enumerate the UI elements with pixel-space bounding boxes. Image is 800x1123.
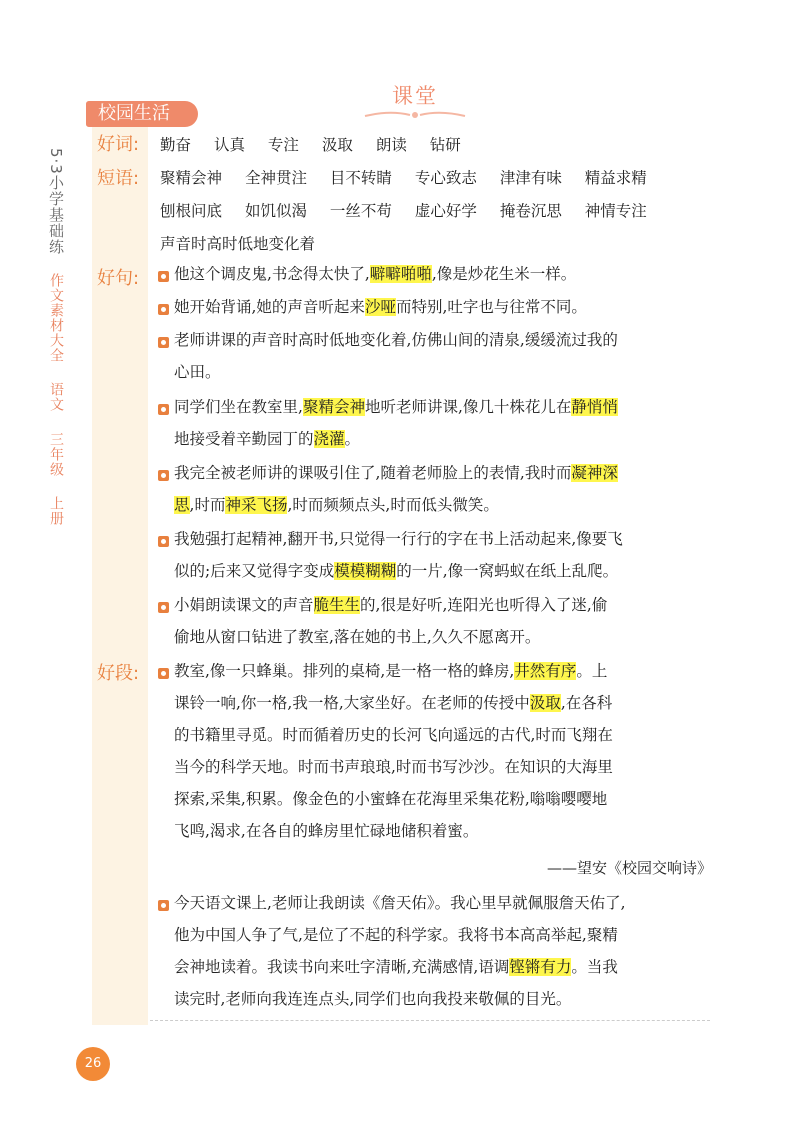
series-info bbox=[46, 273, 66, 526]
sidebar-background bbox=[92, 123, 148, 1025]
phrase: 一丝不苟 bbox=[329, 202, 392, 220]
sentence-line: 小娟朗读课文的声音脆生生的,很是好听,连阳光也听得入了迷,偷 bbox=[174, 596, 608, 614]
bullet-icon bbox=[158, 337, 169, 348]
paragraph-line: 今天语文课上,老师让我朗读《詹天佑》。我心里早就佩服詹天佑了, bbox=[174, 894, 626, 912]
highlight: 聚精会神 bbox=[302, 398, 365, 416]
quote-source: ——望安《校园交响诗》 bbox=[546, 859, 712, 877]
sentence-line: 老师讲课的声音时高时低地变化着,仿佛山间的清泉,缓缓流过我的 bbox=[174, 331, 618, 349]
highlight: 井然有序 bbox=[514, 662, 577, 680]
paragraph-line: 课铃一响,你一格,我一格,大家坐好。在老师的传授中汲取,在各科 bbox=[174, 694, 613, 712]
paragraph-line: 的书籍里寻觅。时而循着历史的长河飞向遥远的古代,时而飞翔在 bbox=[174, 726, 613, 744]
phrases-row bbox=[160, 166, 665, 188]
highlight: 铿锵有力 bbox=[509, 958, 572, 976]
word: 勤奋 bbox=[160, 136, 192, 154]
series-volume: 上册 bbox=[48, 496, 64, 527]
paragraph-line: 飞鸣,渴求,在各自的蜂房里忙碌地储积着蜜。 bbox=[174, 822, 479, 840]
word: 专注 bbox=[267, 136, 299, 154]
highlight: 静悄悄 bbox=[571, 398, 618, 416]
word: 钻研 bbox=[429, 136, 461, 154]
sentence-line: 他这个调皮鬼,书念得太快了,噼噼啪啪,像是炒花生米一样。 bbox=[174, 265, 577, 283]
phrase: 精益求精 bbox=[584, 169, 647, 187]
series-title: 作文素材大全 bbox=[48, 272, 64, 363]
paragraph-line: 教室,像一只蜂巢。排列的桌椅,是一格一格的蜂房,井然有序。上 bbox=[174, 662, 608, 680]
bottom-divider bbox=[150, 1020, 710, 1021]
bullet-icon bbox=[158, 271, 169, 282]
phrase: 如饥似渴 bbox=[244, 202, 307, 220]
sentence-line: 同学们坐在教室里,聚精会神地听老师讲课,像几十株花儿在静悄悄 bbox=[174, 398, 618, 416]
label-words: 好词: bbox=[97, 134, 140, 155]
label-phrases: 短语: bbox=[97, 168, 140, 189]
title-underline-decoration bbox=[360, 110, 470, 120]
phrase: 虚心好学 bbox=[414, 202, 477, 220]
paragraph-line: 会神地读着。我读书向来吐字清晰,充满感情,语调铿锵有力。当我 bbox=[174, 958, 618, 976]
bullet-icon bbox=[158, 404, 169, 415]
paragraph-line: 读完时,老师向我连连点头,同学们也向我投来敬佩的目光。 bbox=[174, 990, 572, 1008]
phrase: 掩卷沉思 bbox=[499, 202, 562, 220]
label-sentences: 好句: bbox=[97, 268, 140, 289]
word: 认真 bbox=[213, 136, 245, 154]
phrase: 全神贯注 bbox=[244, 169, 307, 187]
category-tag: 校园生活 bbox=[86, 101, 198, 127]
word: 朗读 bbox=[375, 136, 407, 154]
sentence-line: 偷地从窗口钻进了教室,落在她的书上,久久不愿离开。 bbox=[174, 628, 541, 646]
sentence-line: 思,时而神采飞扬,时而频频点头,时而低头微笑。 bbox=[174, 496, 499, 514]
highlight: 噼噼啪啪 bbox=[369, 265, 432, 283]
phrase: 目不转睛 bbox=[329, 169, 392, 187]
highlight: 沙哑 bbox=[364, 298, 396, 316]
phrase: 神情专注 bbox=[584, 202, 647, 220]
phrase: 声音时高时低地变化着 bbox=[160, 235, 316, 253]
bullet-icon bbox=[158, 668, 169, 679]
words-row bbox=[160, 133, 479, 155]
side-vertical-text bbox=[40, 148, 70, 526]
page-number: 26 bbox=[76, 1047, 110, 1081]
sentence-line: 她开始背诵,她的声音听起来沙哑而特别,吐字也与往常不同。 bbox=[174, 298, 587, 316]
phrase: 聚精会神 bbox=[160, 169, 223, 187]
bullet-icon bbox=[158, 602, 169, 613]
sentence-line: 我完全被老师讲的课吸引住了,随着老师脸上的表情,我时而凝神深 bbox=[174, 464, 618, 482]
word: 汲取 bbox=[321, 136, 353, 154]
paragraph-line: 他为中国人争了气,是位了不起的科学家。我将书本高高举起,聚精 bbox=[174, 926, 618, 944]
highlight: 汲取 bbox=[529, 694, 561, 712]
phrases-row bbox=[160, 232, 333, 254]
series-brand: 5·3小学基础练 bbox=[47, 148, 65, 255]
sentence-line: 我勉强打起精神,翻开书,只觉得一行行的字在书上活动起来,像要飞 bbox=[174, 530, 623, 548]
phrase: 专心致志 bbox=[414, 169, 477, 187]
sentence-line: 心田。 bbox=[174, 363, 221, 381]
series-subject: 语文 bbox=[48, 382, 64, 413]
highlight: 浇灌 bbox=[313, 430, 345, 448]
phrases-row bbox=[160, 199, 665, 221]
paragraph-line: 探索,采集,积累。像金色的小蜜蜂在花海里采集花粉,嗡嗡嘤嘤地 bbox=[174, 790, 608, 808]
phrase: 刨根问底 bbox=[160, 202, 223, 220]
page-title-block bbox=[350, 80, 480, 120]
highlight: 神采飞扬 bbox=[225, 496, 288, 514]
phrase: 津津有味 bbox=[499, 169, 562, 187]
label-paragraphs: 好段: bbox=[97, 663, 140, 684]
page-title: 课堂 bbox=[392, 84, 438, 108]
highlight: 模模糊糊 bbox=[334, 562, 397, 580]
highlight: 思 bbox=[174, 496, 190, 514]
bullet-icon bbox=[158, 470, 169, 481]
paragraph-line: 当今的科学天地。时而书声琅琅,时而书写沙沙。在知识的大海里 bbox=[174, 758, 613, 776]
bullet-icon bbox=[158, 900, 169, 911]
sentence-line: 似的;后来又觉得字变成模模糊糊的一片,像一窝蚂蚁在纸上乱爬。 bbox=[174, 562, 619, 580]
sentence-line: 地接受着辛勤园丁的浇灌。 bbox=[174, 430, 361, 448]
highlight: 凝神深 bbox=[571, 464, 618, 482]
bullet-icon bbox=[158, 536, 169, 547]
bullet-icon bbox=[158, 304, 169, 315]
series-grade: 三年级 bbox=[48, 431, 64, 477]
highlight: 脆生生 bbox=[313, 596, 361, 614]
